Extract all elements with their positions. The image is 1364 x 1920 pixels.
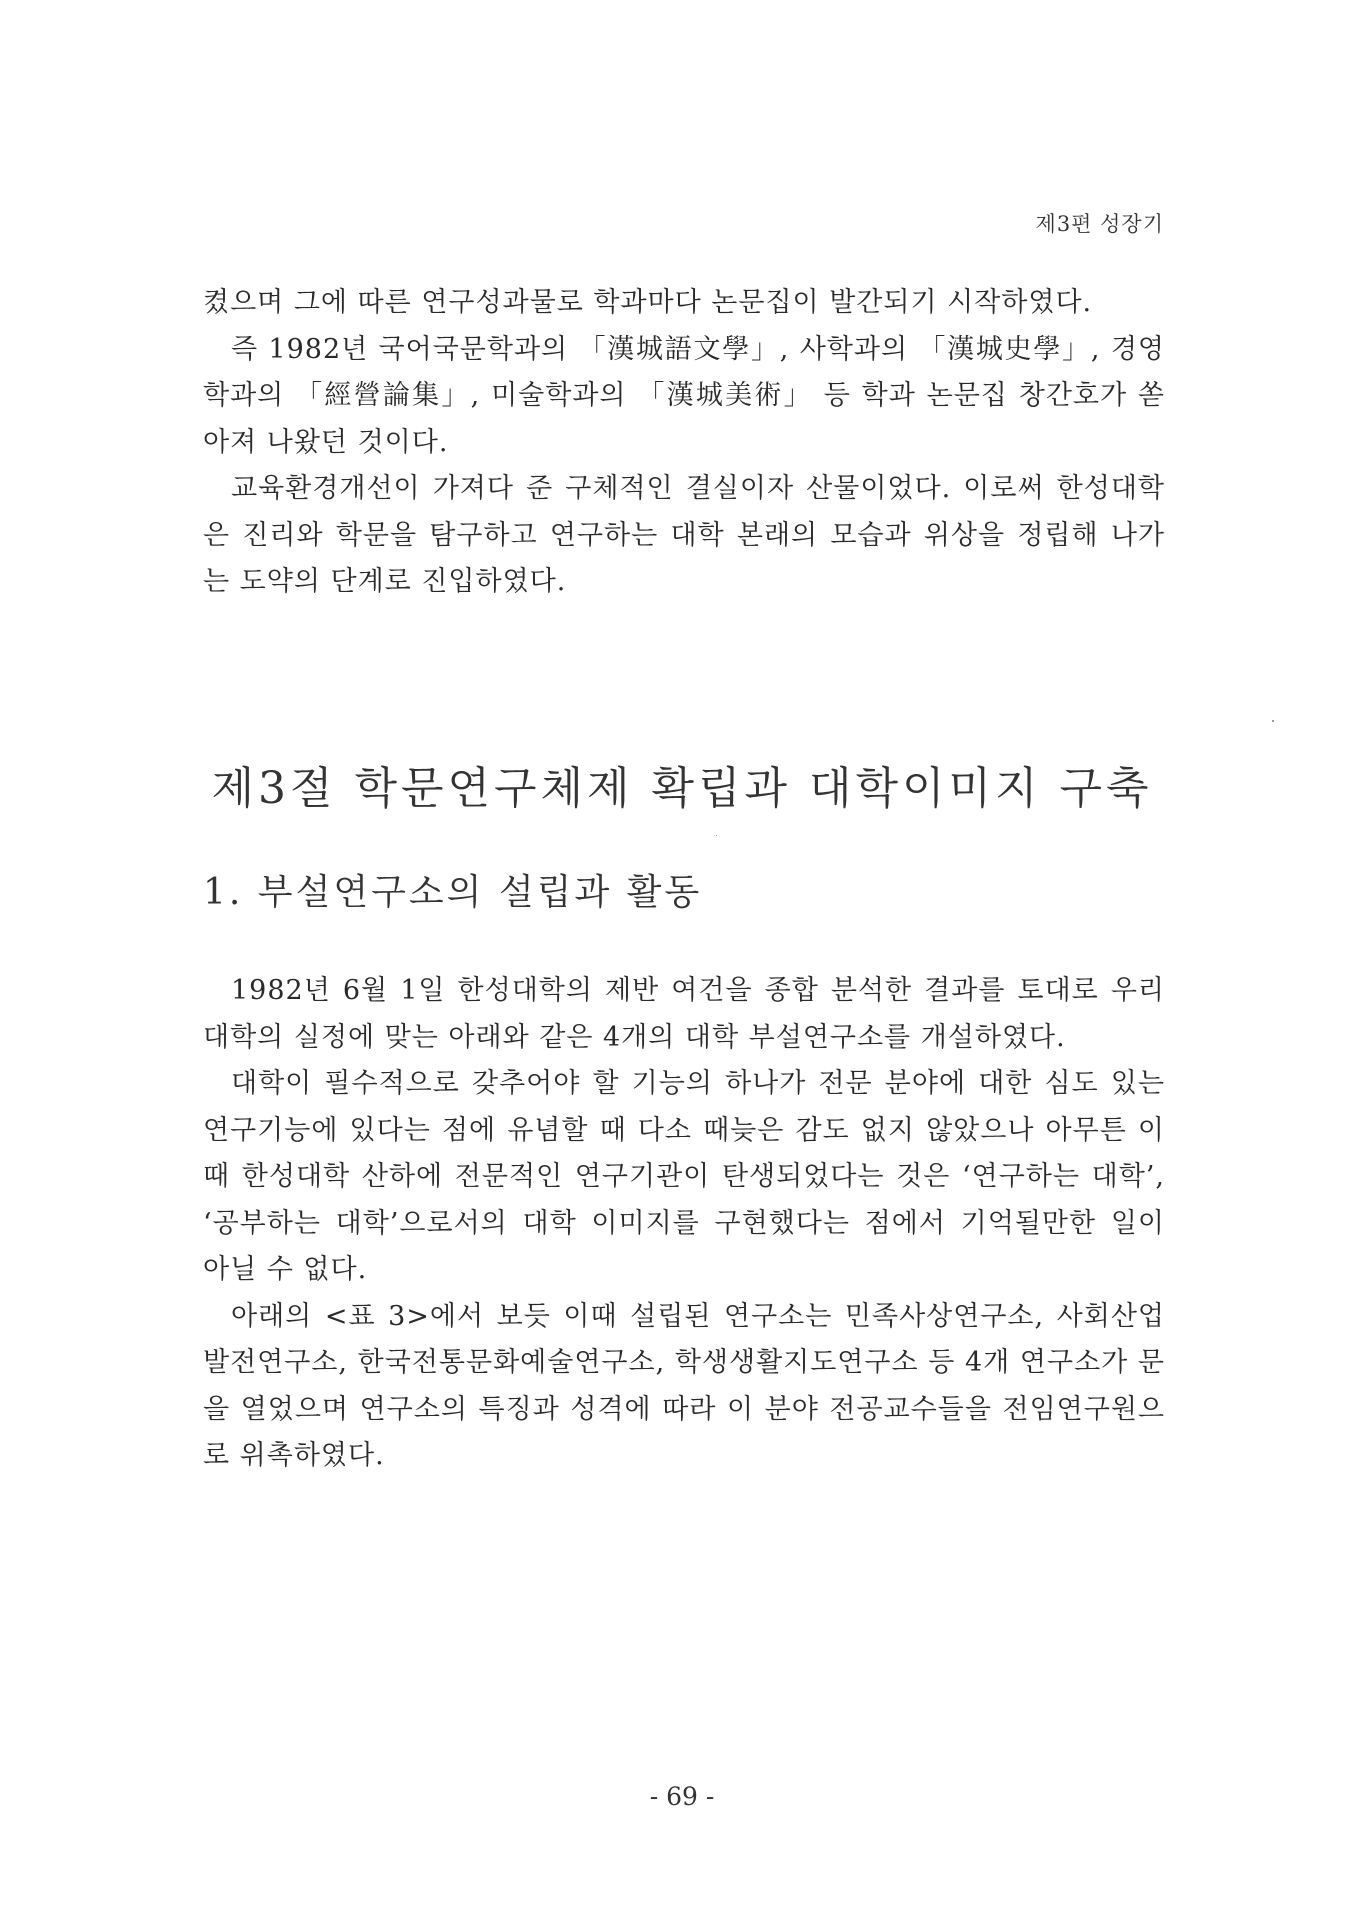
paragraph-table-reference: 아래의 <표 3>에서 보듯 이때 설립된 연구소는 민족사상연구소, 사회산업발전연구소, 한국전통문화예술연구소, 학생생활지도연구소 등 4개 연구소가 문을 열었으며 연구소의 특징과 성격에 따라 이 분야 전공교수들을 전임연구원으로 위촉하였다.: [203, 1300, 1165, 1471]
running-header: 제3편 성장기: [1035, 212, 1164, 236]
scan-speck: [716, 835, 717, 836]
subsection-title: 1. 부설연구소의 설립과 활동: [203, 872, 703, 913]
scan-speck: [1272, 720, 1274, 722]
paragraph-continuation: 켰으며 그에 따른 연구성과물로 학과마다 논문집이 발간되기 시작하였다.: [203, 287, 1093, 318]
body-text-block: [203, 968, 1165, 1480]
paragraph-research-function: 대학이 필수적으로 갖추어야 할 기능의 하나가 전문 분야에 대한 심도 있는 연구기능에 있다는 점에 유념할 때 다소 때늦은 감도 없지 않았으나 아무튼 이 때 한성대학 산하에 전문적인 연구기관이 탄생되었다는 것은 ‘연구하는 대학’, ‘공부하는 대학’으로서의 대학 이미지를 구현했다는 점에서 기억될만한 일이 아닐 수 없다.: [203, 1068, 1165, 1285]
paragraph-institutes-founded: 1982년 6월 1일 한성대학의 제반 여건을 종합 분석한 결과를 토대로 우리대학의 실정에 맞는 아래와 같은 4개의 대학 부설연구소를 개설하였다.: [203, 975, 1165, 1053]
page-number: - 69 -: [649, 1782, 715, 1811]
paragraph-environment: 교육환경개선이 가져다 준 구체적인 결실이자 산물이었다. 이로써 한성대학은 진리와 학문을 탐구하고 연구하는 대학 본래의 모습과 위상을 정립해 나가는 도약의 단계로 진입하였다.: [203, 473, 1165, 597]
paragraph-journals: 즉 1982년 국어국문학과의 「漢城語文學」, 사학과의 「漢城史學」, 경영학과의 「經營論集」, 미술학과의 「漢城美術」 등 학과 논문집 창간호가 쏟아져 나왔던 것이다.: [203, 333, 1165, 458]
section-title: 제3절 학문연구체제 확립과 대학이미지 구축: [211, 763, 1153, 814]
top-text-block: [203, 280, 1165, 606]
